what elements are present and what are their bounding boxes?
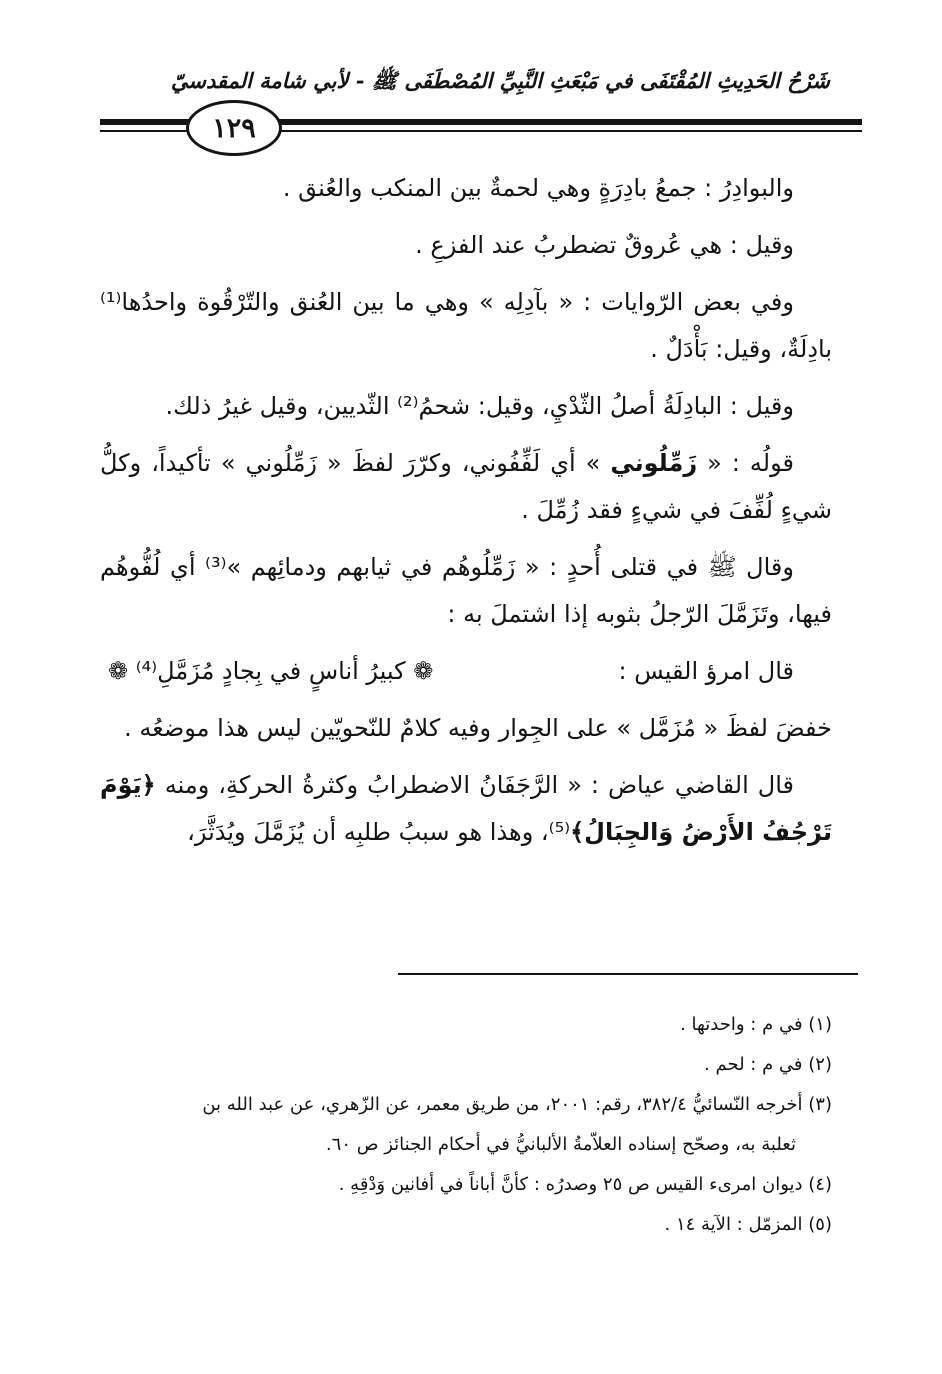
paragraph-1: والبوادِرُ : جمعُ بادِرَةٍ وهي لحمةٌ بين المنكب والعُنق . (282, 174, 794, 202)
paragraph-5-rest: » أي لَفِّفُوني، وكرّرَ لفظَ « زَمِّلُوني » تأكيداً، وكلُّ شيءٍ لُفِّفَ في شيءٍ فقد زُمِّلَ . (100, 449, 832, 524)
quran-verse: ﴿يَوْمَ تَرْجُفُ الأَرْضُ وَالجِبَالُ﴾ (100, 771, 832, 846)
running-title: شَرْحُ الحَدِيثِ المُقْتَفَى في مَبْعَثِ النَّبِيِّ المُصْطَفَى ﷺ - لأبي شامة المقدسيّ (170, 68, 830, 93)
paragraph-6: وقال ﷺ في قتلى أُحدٍ : « زَمِّلُوهُم في ثيابهم ودمائِهم »⁽³⁾ أي لُفُّوهُم فيها، وتَزَمَّلَ الرّجلُ بثوبه إذا اشتملَ به : (100, 553, 832, 628)
footnote-3-continued: ثعلبة به، وصحّح إسناده العلاّمةُ الألبانيُّ في أحكام الجنائز ص ٦٠. (325, 1134, 796, 1155)
footnote-5: (٥) المزمّل : الآية ١٤ . (664, 1214, 832, 1235)
verse-star-icon: ❁ (413, 657, 434, 685)
footnote-3: (٣) أخرجه النّسائيُّ ٣٨٢/٤، رقم: ٢٠٠١، من طريق معمر، عن الزّهري، عن عبد الله بن (202, 1094, 832, 1115)
verse-star-end-icon: ❁ (108, 657, 129, 685)
page-number-badge (186, 100, 282, 156)
footnote-2: (٢) في م : لحم . (704, 1054, 832, 1075)
paragraph-8-start: قال القاضي عياض : « الرَّجَفَانُ الاضطرابُ وكثرةُ الحركةِ، ومنه (164, 771, 794, 799)
body-text (100, 165, 832, 856)
paragraph-4: وقيل : البادِلَةُ أصلُ الثّدْيِ، وقيل: شحمُ⁽²⁾ الثّديين، وقيل غيرُ ذلك. (165, 392, 794, 420)
page-number: ١٢٩ (212, 112, 256, 144)
paragraph-2: وقيل : هي عُروقٌ تضطربُ عند الفزعِ . (415, 231, 794, 259)
poetry-verse (100, 648, 832, 695)
paragraph-5-start: قولُه : « (707, 449, 794, 477)
verse-intro: قال امرؤ القيس : (618, 657, 794, 685)
footnote-4: (٤) ديوان امرىء القيس ص ٢٥ وصدرُه : كأنَّ أباناً في أفانين وَدْقِهِ . (338, 1174, 832, 1195)
verse-line (108, 648, 433, 695)
paragraph-7: خفضَ لفظَ « مُزَمَّل » على الجِوار وفيه كلامٌ للنّحويّين ليس هذا موضعُه . (124, 714, 832, 742)
paragraph-8-rest: ⁽⁵⁾، وهذا هو سببُ طلبِه أن يُزَمَّلَ ويُدَثَّرَ، (187, 818, 571, 846)
keyword-zammiluni: زَمِّلُوني (610, 449, 698, 477)
footnote-1: (١) في م : واحدتها . (680, 1014, 832, 1035)
verse-text: كبيرُ أناسٍ في بِجادٍ مُزَمَّلِ⁽⁴⁾ (135, 657, 406, 685)
paragraph-3: وفي بعض الرّوايات : « بآدِلِه » وهي ما بين العُنق والتّرْقُوة واحدُها⁽¹⁾ بادِلَةٌ، وقيل: بَأْدَلٌ . (100, 288, 832, 363)
paragraph-5 (100, 440, 832, 534)
footnotes (100, 1005, 832, 1245)
paragraph-8 (100, 762, 832, 856)
footnote-separator (398, 973, 858, 975)
